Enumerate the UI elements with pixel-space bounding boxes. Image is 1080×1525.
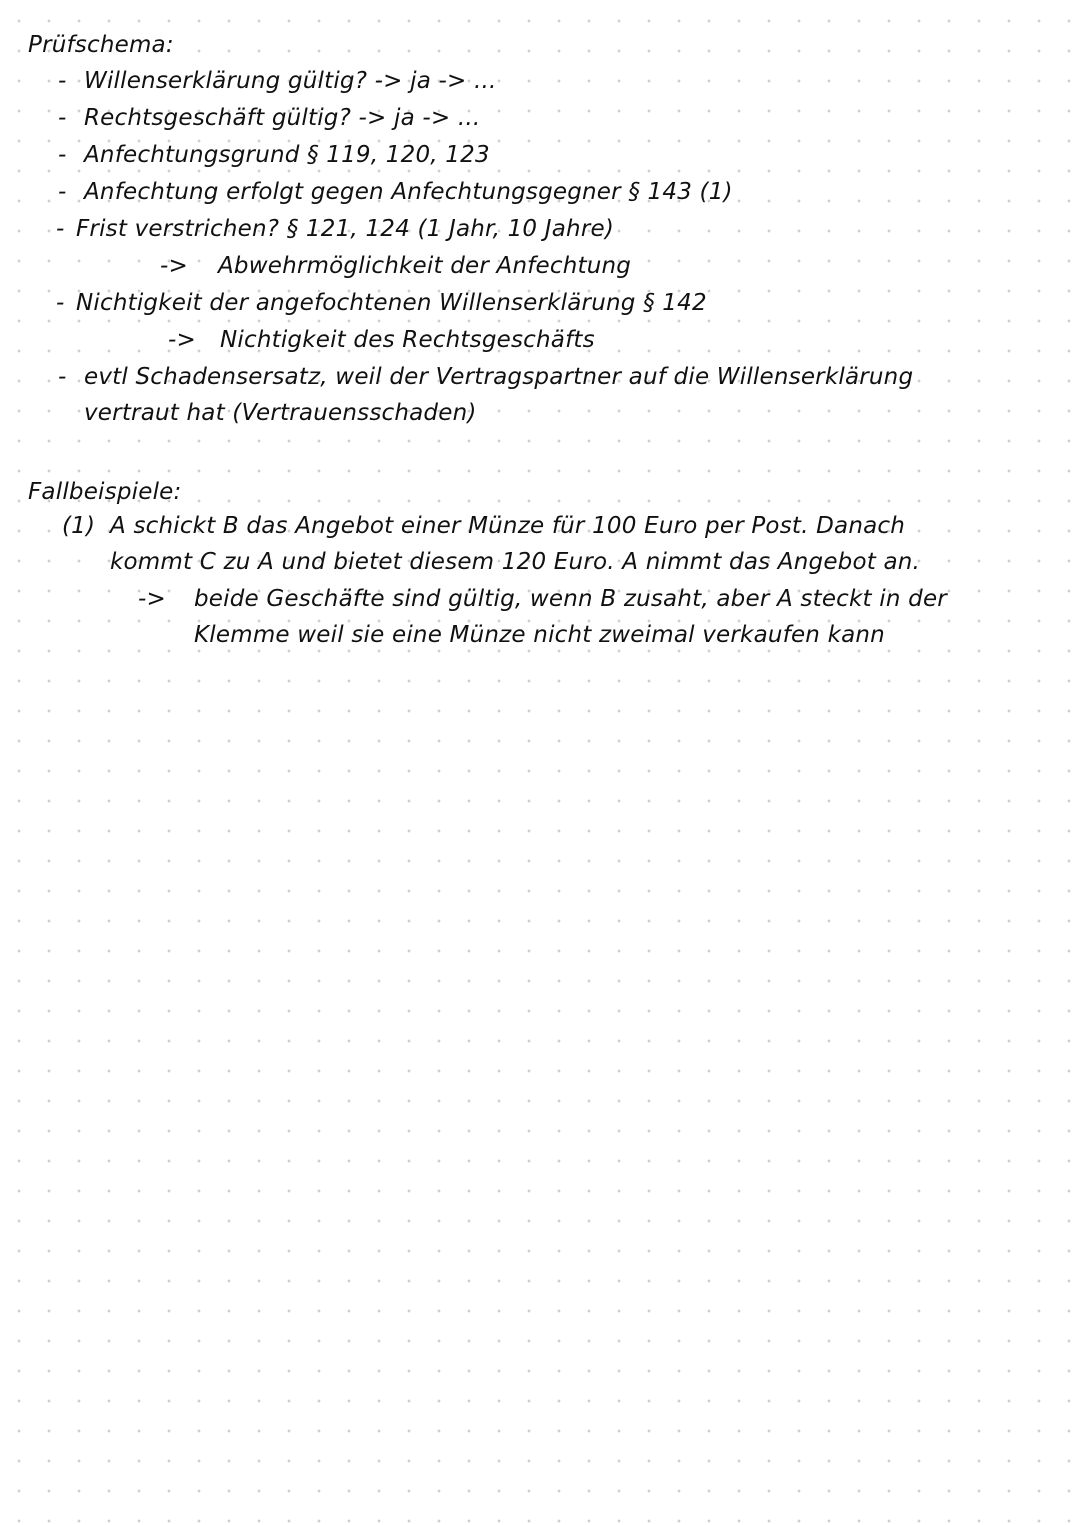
fallbeispiele-heading: Fallbeispiele:: [28, 479, 182, 505]
list-item: [58, 140, 490, 170]
case-number: (1): [62, 513, 96, 539]
list-item-continuation: vertraut hat (Vertrauensschaden): [84, 400, 477, 426]
arrow-glyph: ->: [160, 253, 188, 279]
case-text: A schickt B das Angebot einer Münze für 100 Euro per Post. Danach: [110, 513, 906, 539]
list-item: [56, 214, 614, 244]
case-line: [62, 511, 905, 541]
list-item-text: evtl Schadensersatz, weil der Vertragspartner auf die Willenserklärung: [84, 364, 914, 390]
arrow-glyph: ->: [138, 586, 166, 612]
bullet-dash: -: [56, 290, 65, 316]
bullet-dash: -: [58, 364, 67, 390]
list-item: [58, 103, 480, 133]
arrow-item-text: Abwehrmöglichkeit der Anfechtung: [218, 253, 632, 279]
bullet-dash: -: [58, 105, 67, 131]
list-item-text: Rechtsgeschäft gültig? -> ja -> ...: [84, 105, 481, 131]
list-item: [58, 362, 913, 392]
pruefschema-heading: Prüfschema:: [28, 32, 174, 58]
list-item-text: Anfechtungsgrund § 119, 120, 123: [84, 142, 490, 168]
arrow-item: [160, 251, 631, 281]
list-item-text: Anfechtung erfolgt gegen Anfechtungsgegner § 143 (1): [84, 179, 733, 205]
list-item-text: Willenserklärung gültig? -> ja -> ...: [84, 68, 497, 94]
bullet-dash: -: [58, 179, 67, 205]
arrow-glyph: ->: [168, 327, 196, 353]
bullet-dash: -: [56, 216, 65, 242]
case-conclusion-text: beide Geschäfte sind gültig, wenn B zusaht, aber A steckt in der: [194, 586, 947, 612]
case-conclusion-continuation: Klemme weil sie eine Münze nicht zweimal verkaufen kann: [194, 622, 885, 648]
case-line-continuation: kommt C zu A und bietet diesem 120 Euro. A nimmt das Angebot an.: [110, 549, 921, 575]
arrow-item-text: Nichtigkeit des Rechtsgeschäfts: [220, 327, 595, 353]
list-item: [56, 288, 707, 318]
list-item: [58, 177, 733, 207]
list-item-text: Frist verstrichen? § 121, 124 (1 Jahr, 10 Jahre): [76, 216, 615, 242]
bullet-dash: -: [58, 68, 67, 94]
list-item: [58, 66, 497, 96]
case-conclusion: [138, 584, 947, 614]
bullet-dash: -: [58, 142, 67, 168]
arrow-item: [168, 325, 595, 355]
list-item-text: Nichtigkeit der angefochtenen Willenserklärung § 142: [76, 290, 707, 316]
